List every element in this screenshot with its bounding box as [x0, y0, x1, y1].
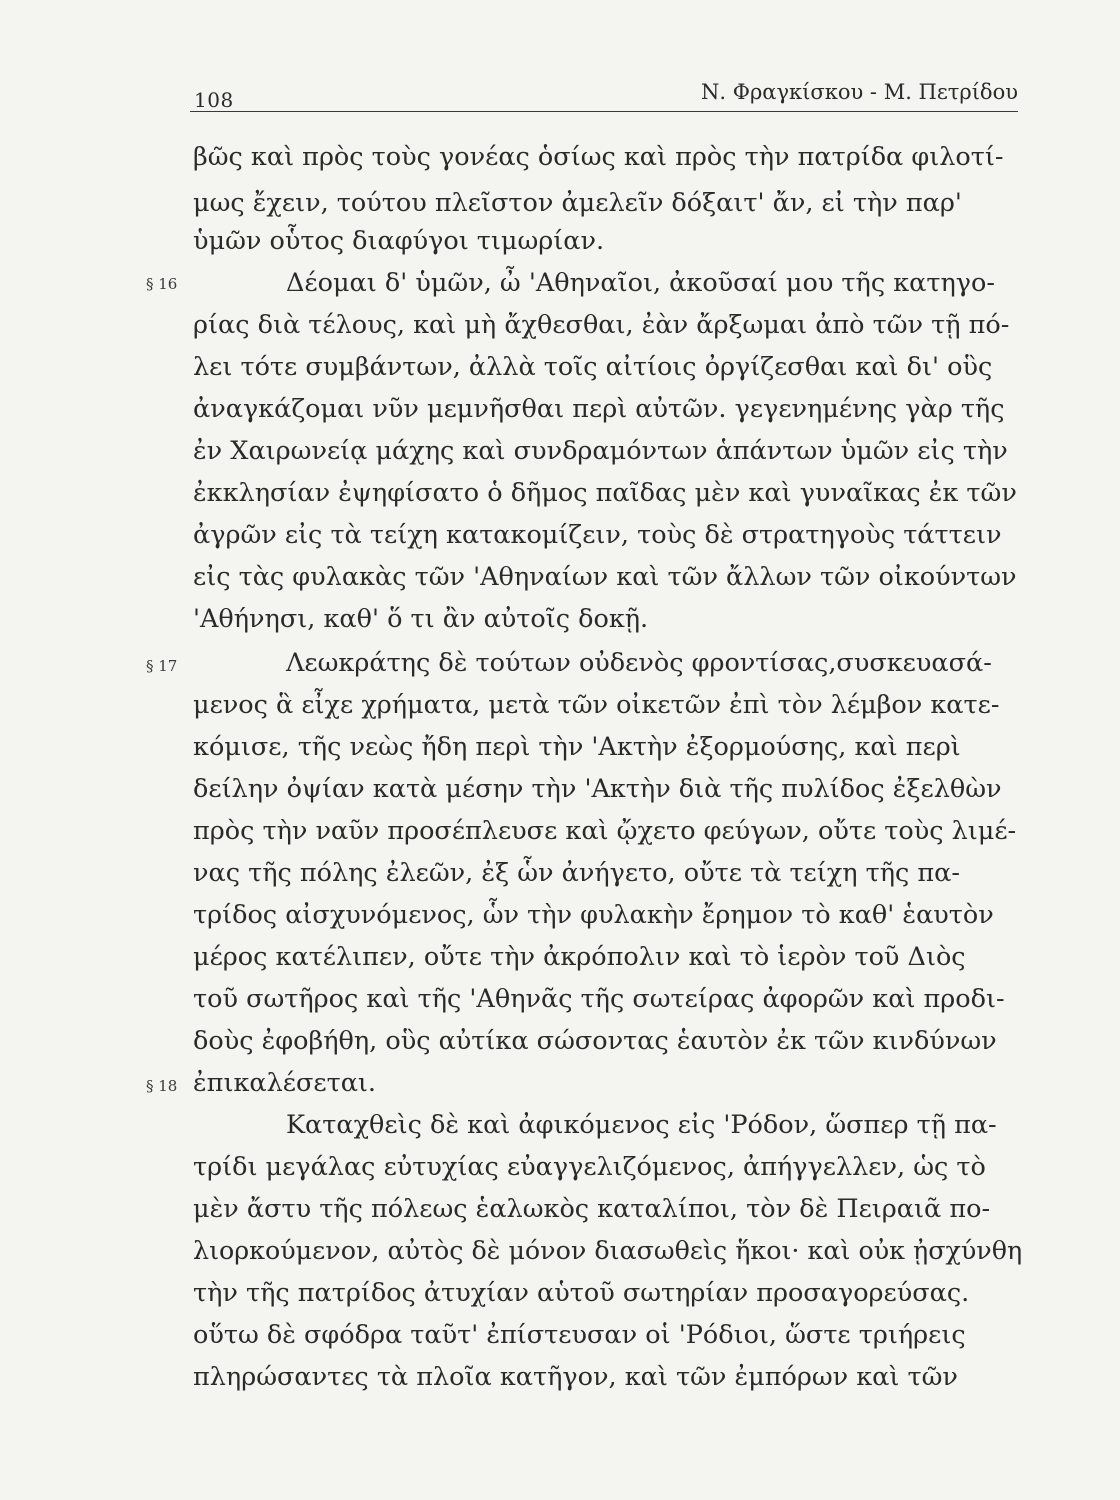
text-line: εἰς τὰς φυλακὰς τῶν 'Αθηναίων καὶ τῶν ἄλλων τῶν οἰκούντων [193, 562, 1017, 592]
text-line: ἐκκλησίαν ἐψηφίσατο ὁ δῆμος παῖδας μὲν καὶ γυναῖκας ἐκ τῶν [193, 478, 1017, 508]
text-line: ἐν Χαιρωνείᾳ μάχης καὶ συνδραμόντων ἁπάντων ὑμῶν εἰς τὴν [193, 436, 1008, 466]
text-line: τρίδι μεγάλας εὐτυχίας εὐαγγελιζόμενος, ἀπήγγελλεν, ὡς τὸ [193, 1152, 986, 1182]
text-line: δοὺς ἐφοβήθη, οὓς αὐτίκα σώσοντας ἑαυτὸν ἐκ τῶν κινδύνων [193, 1026, 997, 1056]
text-line: μενος ἃ εἶχε χρήματα, μετὰ τῶν οἰκετῶν ἐπὶ τὸν λέμβον κατε- [193, 690, 1000, 720]
text-line: πληρώσαντες τὰ πλοῖα κατῆγον, καὶ τῶν ἐμπόρων καὶ τῶν [193, 1362, 958, 1392]
text-line: κόμισε, τῆς νεὼς ἤδη περὶ τὴν 'Ακτὴν ἐξορμούσης, καὶ περὶ [193, 732, 961, 762]
text-line: νας τῆς πόλης ἐλεῶν, ἐξ ὧν ἀνήγετο, οὔτε τὰ τείχη τῆς πα- [193, 858, 960, 888]
header-rule [190, 111, 1018, 112]
running-title: Ν. Φραγκίσκου - Μ. Πετρίδου [701, 80, 1018, 104]
text-line: 'Αθήνησι, καθ' ὅ τι ἂν αὐτοῖς δοκῇ. [193, 604, 649, 634]
text-line: τρίδος αἰσχυνόμενος, ὧν τὴν φυλακὴν ἔρημον τὸ καθ' ἑαυτὸν [193, 900, 994, 930]
text-line: τὴν τῆς πατρίδος ἀτυχίαν αὑτοῦ σωτηρίαν προσαγορεύσας. [193, 1278, 970, 1308]
text-line: τοῦ σωτῆρος καὶ τῆς 'Αθηνᾶς τῆς σωτείρας ἀφορῶν καὶ προδι- [193, 984, 1005, 1014]
text-line: ἐπικαλέσεται. [193, 1068, 377, 1098]
text-line: μως ἔχειν, τούτου πλεῖστον ἀμελεῖν δόξαιτ' ἄν, εἰ τὴν παρ' [193, 188, 962, 218]
text-line: πρὸς τὴν ναῦν προσέπλευσε καὶ ᾤχετο φεύγων, οὔτε τοὺς λιμέ- [193, 816, 1017, 846]
text-line: Λεωκράτης δὲ τούτων οὐδενὸς φροντίσας,συσκευασά- [286, 648, 992, 678]
page-header [190, 76, 1018, 112]
text-line: βῶς καὶ πρὸς τοὺς γονέας ὁσίως καὶ πρὸς τὴν πατρίδα φιλοτί- [193, 142, 1004, 172]
text-line: οὕτω δὲ σφόδρα ταῦτ' ἐπίστευσαν οἱ 'Ρόδιοι, ὥστε τριήρεις [193, 1320, 966, 1350]
section-marker-16: § 16 [146, 275, 178, 293]
text-line: λει τότε συμβάντων, ἀλλὰ τοῖς αἰτίοις ὀργίζεσθαι καὶ δι' οὓς [193, 352, 993, 382]
text-line: λιορκούμενον, αὐτὸς δὲ μόνον διασωθεὶς ἥκοι· καὶ οὐκ ᾐσχύνθη [193, 1236, 1023, 1266]
section-marker-18: § 18 [146, 1077, 178, 1095]
text-line: δείλην ὀψίαν κατὰ μέσην τὴν 'Ακτὴν διὰ τῆς πυλίδος ἐξελθὼν [193, 774, 1002, 804]
text-line: μέρος κατέλιπεν, οὔτε τὴν ἀκρόπολιν καὶ τὸ ἱερὸν τοῦ Διὸς [193, 942, 966, 972]
text-line: Καταχθεὶς δὲ καὶ ἀφικόμενος εἰς 'Ρόδον, ὥσπερ τῇ πα- [286, 1110, 997, 1140]
text-line: ἀγρῶν εἰς τὰ τείχη κατακομίζειν, τοὺς δὲ στρατηγοὺς τάττειν [193, 520, 1002, 550]
section-marker-17: § 17 [146, 657, 178, 675]
text-line: ὑμῶν οὗτος διαφύγοι τιμωρίαν. [193, 226, 605, 256]
text-line: Δέομαι δ' ὑμῶν, ὦ 'Αθηναῖοι, ἀκοῦσαί μου τῆς κατηγο- [286, 268, 995, 298]
page-number: 108 [194, 88, 234, 112]
text-line: μὲν ἄστυ τῆς πόλεως ἑαλωκὸς καταλίποι, τὸν δὲ Πειραιᾶ πο- [193, 1194, 991, 1224]
text-line: ρίας διὰ τέλους, καὶ μὴ ἄχθεσθαι, ἐὰν ἄρξωμαι ἀπὸ τῶν τῇ πό- [193, 310, 1010, 340]
text-line: ἀναγκάζομαι νῦν μεμνῆσθαι περὶ αὐτῶν. γεγενημένης γὰρ τῆς [193, 394, 1005, 424]
